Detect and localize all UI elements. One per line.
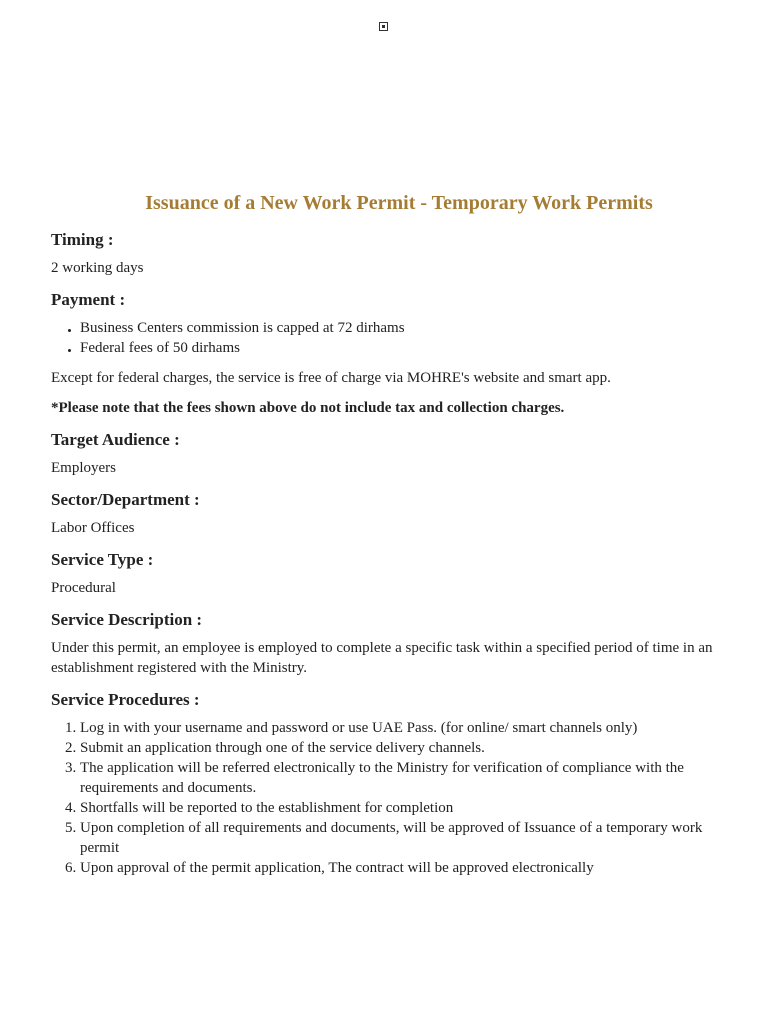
list-item: Business Centers commission is capped at 72 dirhams — [80, 318, 731, 338]
service-type-value: Procedural — [51, 580, 116, 596]
target-audience-heading: Target Audience : — [51, 430, 180, 449]
list-item: 2. Submit an application through one of the service delivery channels. — [80, 738, 731, 758]
document-content — [51, 190, 731, 878]
tax-note: *Please note that the fees shown above do not include tax and collection charges. — [51, 400, 565, 416]
list-item: 1. Log in with your username and password or use UAE Pass. (for online/ smart channels only) — [80, 718, 731, 738]
list-item: 5. Upon completion of all requirements and documents, will be approved of Issuance of a temporary work permit — [80, 818, 731, 858]
image-placeholder-icon — [379, 22, 388, 31]
payment-list — [51, 318, 731, 358]
sector-value: Labor Offices — [51, 520, 135, 536]
sector-heading: Sector/Department : — [51, 490, 200, 509]
timing-value: 2 working days — [51, 260, 144, 276]
timing-heading: Timing : — [51, 230, 114, 249]
list-item: 6. Upon approval of the permit application, The contract will be approved electronically — [80, 858, 731, 878]
list-item: Federal fees of 50 dirhams — [80, 338, 731, 358]
service-description-value: Under this permit, an employee is employed to complete a specific task within a specified period of time in an establishment registered with the Ministry. — [51, 640, 713, 676]
procedures-list — [51, 718, 731, 878]
service-procedures-heading: Service Procedures : — [51, 690, 200, 709]
list-item: 3. The application will be referred electronically to the Ministry for verification of compliance with the requirements and documents. — [80, 758, 731, 798]
payment-note: Except for federal charges, the service is free of charge via MOHRE's website and smart app. — [51, 370, 611, 386]
service-type-heading: Service Type : — [51, 550, 154, 569]
target-audience-value: Employers — [51, 460, 116, 476]
service-description-heading: Service Description : — [51, 610, 203, 629]
list-item: 4. Shortfalls will be reported to the establishment for completion — [80, 798, 731, 818]
page-title: Issuance of a New Work Permit - Temporary Work Permits — [145, 192, 653, 214]
payment-heading: Payment : — [51, 290, 126, 309]
